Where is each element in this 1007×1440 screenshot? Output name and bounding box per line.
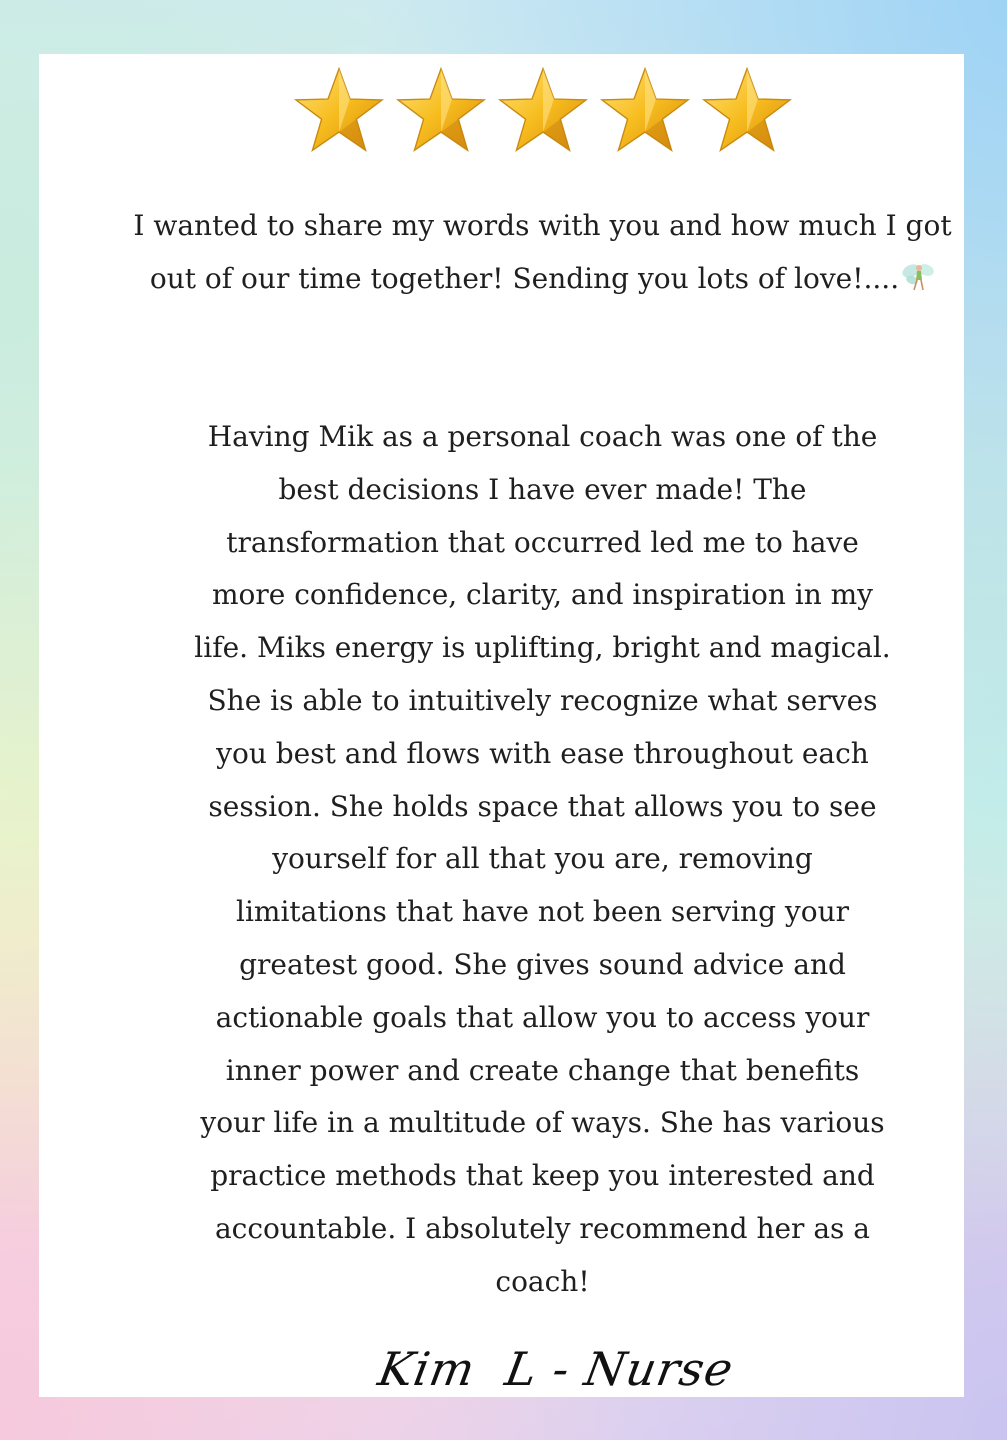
review-line: Having Mik as a personal coach was one of the [207,420,878,453]
review-line: transformation that occurred led me to have [226,525,859,559]
review-line: accountable. I absolutely recommend her as a [214,1211,871,1245]
review-line: your life in a multitude of ways. She has various [200,1106,885,1140]
fairy-icon [901,260,935,292]
review-line: coach! [495,1264,590,1298]
review-line: more confidence, clarity, and inspiration in my [211,578,874,612]
star-icon [497,66,589,154]
signature: Kim L - Nurse [374,1342,738,1396]
star-icon [599,66,691,154]
star-icon [701,66,793,154]
review-line: She is able to intuitively recognize what serves [207,683,878,717]
review-line: you best and flows with ease throughout each [216,736,869,770]
review-line: actionable goals that allow you to access your [215,1000,870,1034]
testimonial-card [39,54,964,1397]
star-icon [293,66,385,154]
review-line: limitations that have not been serving your [236,895,849,929]
review-body [119,411,966,1309]
star-icon [395,66,487,154]
review-line: life. Miks energy is uplifting, bright and magical. [194,631,891,665]
review-line: practice methods that keep you interested and [210,1159,875,1193]
review-line: yourself for all that you are, removing [272,842,813,876]
intro-text: I wanted to share my words with you and how much I got out of our time together! Sending you lots of love!.... [133,209,952,295]
review-line: best decisions I have ever made! The [278,472,807,506]
review-line: greatest good. She gives sound advice and [239,947,846,981]
review-line: session. She holds space that allows you to see [208,789,877,823]
intro-paragraph [119,200,966,306]
review-line: inner power and create change that benefits [225,1053,860,1087]
star-rating [293,66,793,156]
